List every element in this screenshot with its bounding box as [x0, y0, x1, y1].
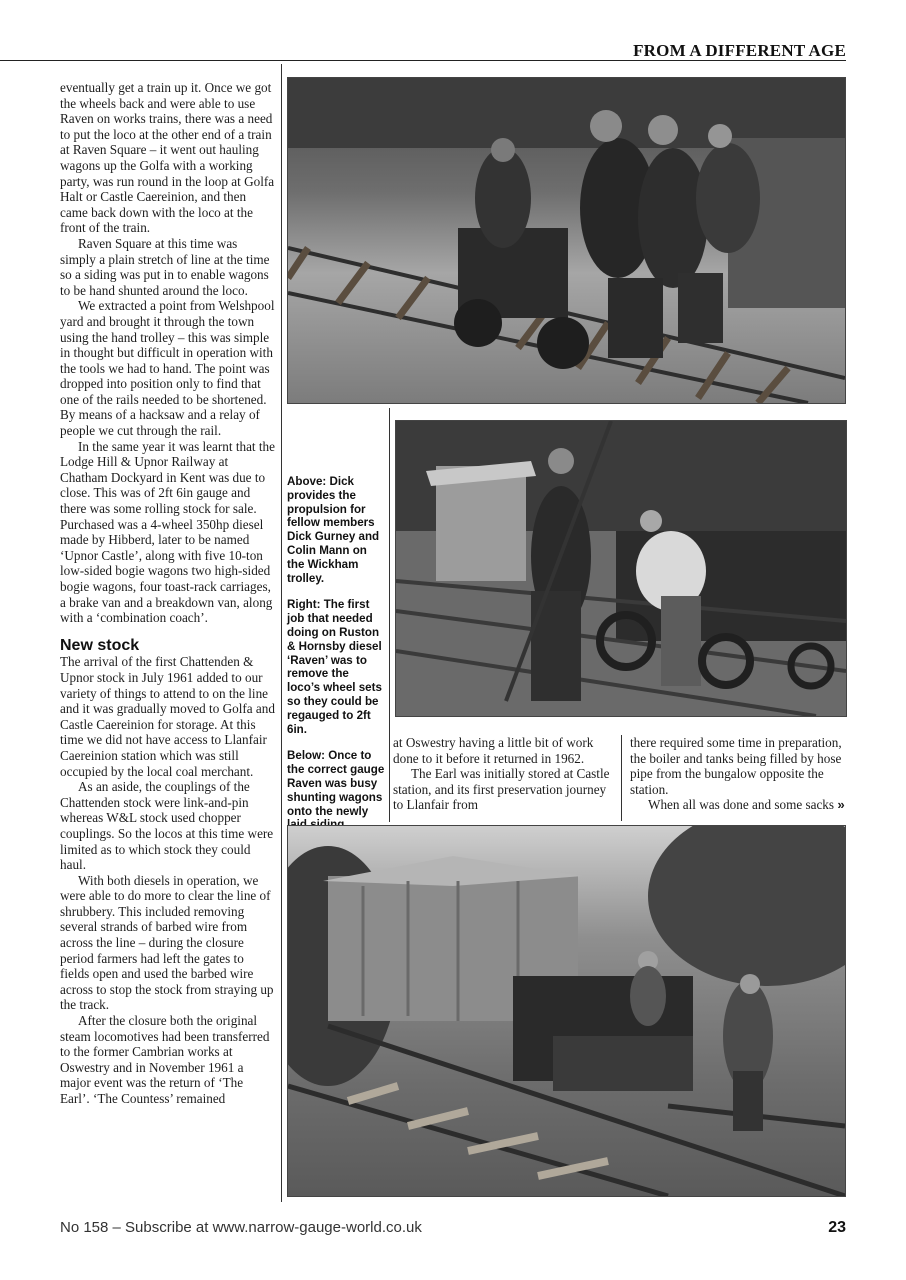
article-column-3 [630, 735, 846, 813]
paragraph: at Oswestry having a little bit of work done to it before it returned in 1962. [393, 735, 594, 766]
paragraph-text: When all was done and some sacks [648, 797, 835, 813]
paragraph: With both diesels in operation, we were able to do more to clear the line of shrubbery. This included removing several strands of barbed wire from across the line – during the closure period farmers had left the gates to fields open and used the barbed wire across to stop the stock from straying up the track. [60, 872, 274, 1013]
paragraph: The arrival of the first Chattenden & Upnor stock in July 1961 added to our variety of things to attend to on the line and it was gradually moved to Golfa and Castle Caereinion for storage. At this time we did not have access to Llanfair Caereinion station which was still occupied by the local coal merchant. [60, 654, 275, 779]
paragraph: there required some time in preparation, the boiler and tanks being filled by hose pipe from the bungalow opposite the station. [630, 735, 842, 797]
paragraph: eventually get a train up it. Once we got the wheels back and were able to use Raven on works trains, there was a need to put the loco at the other end of a train at Raven Square – it went out hauling wagons up the Golfa with a working party, was run round in the loop at Golfa Halt or Castle Caereinion, and then came back down with the loco at the front of the train. [60, 80, 275, 236]
caption-right: Right: The first job that needed doing on Ruston & Hornsby diesel ‘Raven’ was to remove the loco’s wheel sets so they could be regauged to 2ft 6in. [287, 598, 382, 736]
footer-issue-line: No 158 – Subscribe at www.narrow-gauge-world.co.uk [60, 1219, 422, 1236]
paragraph: In the same year it was learnt that the Lodge Hill & Upnor Railway at Chatham Dockyard in Kent was due to close. This was of 2ft 6in gauge and there was some rolling stock for sale. Purchased was a 4-wheel 350hp diesel made by Hibberd, later to be named ‘Upnor Castle’, along with five 10-ton low-sided bogie wagons two high-sided bogie wagons, four toast-rack carriages, a brake van and a breakdown van, along with a ‘combination coach’. [60, 438, 276, 626]
paragraph: As an aside, the couplings of the Chattenden stock were link-and-pin whereas W&L stock used chopper couplings. So the locos at this time were limited as to which stock they could haul. [60, 779, 274, 873]
paragraph [630, 797, 846, 813]
column-divider-left [281, 64, 282, 1202]
photo-raven-shunting-wagons [287, 825, 846, 1197]
article-column-1 [60, 80, 276, 1107]
continue-arrow-icon: » [837, 797, 845, 813]
paragraph: We extracted a point from Welshpool yard and brought it through the town using the hand trolley – this was simple in thought but difficult in operation with the tools we had to hand. The point was dropped into position only to find that one of the rails needed to be shortened. By means of a hacksaw and a relay of people we cut through the rail. [60, 298, 275, 439]
paragraph: After the closure both the original steam locomotives had been transferred to the former Cambrian works at Oswestry and in November 1961 a major event was the return of ‘The Earl’. ‘The Countess’ remained [60, 1013, 270, 1106]
page-number: 23 [828, 1219, 846, 1236]
article-column-2 [393, 735, 613, 813]
paragraph: The Earl was initially stored at Castle station, and its first preservation journey to Llanfair from [393, 766, 610, 813]
photo-wickham-trolley [287, 77, 846, 404]
column-divider-right [621, 735, 622, 821]
caption-below: Below: Once to the correct gauge Raven was busy shunting wagons onto the newly [287, 749, 385, 818]
subheading-new-stock: New stock [60, 636, 140, 654]
header-rule [0, 60, 846, 61]
column-divider-caption [389, 408, 390, 822]
photo-captions [287, 475, 385, 845]
caption-above: Above: Dick provides the propulsion for fellow members Dick Gurney and Colin Mann on the Wickham trolley. [287, 475, 380, 585]
paragraph: Raven Square at this time was simply a plain stretch of line at the time so a siding was put in to enable wagons to be hand shunted around the loco. [60, 235, 270, 298]
photo-raven-wheel-sets [395, 420, 847, 717]
section-title: FROM A DIFFERENT AGE [633, 41, 846, 60]
